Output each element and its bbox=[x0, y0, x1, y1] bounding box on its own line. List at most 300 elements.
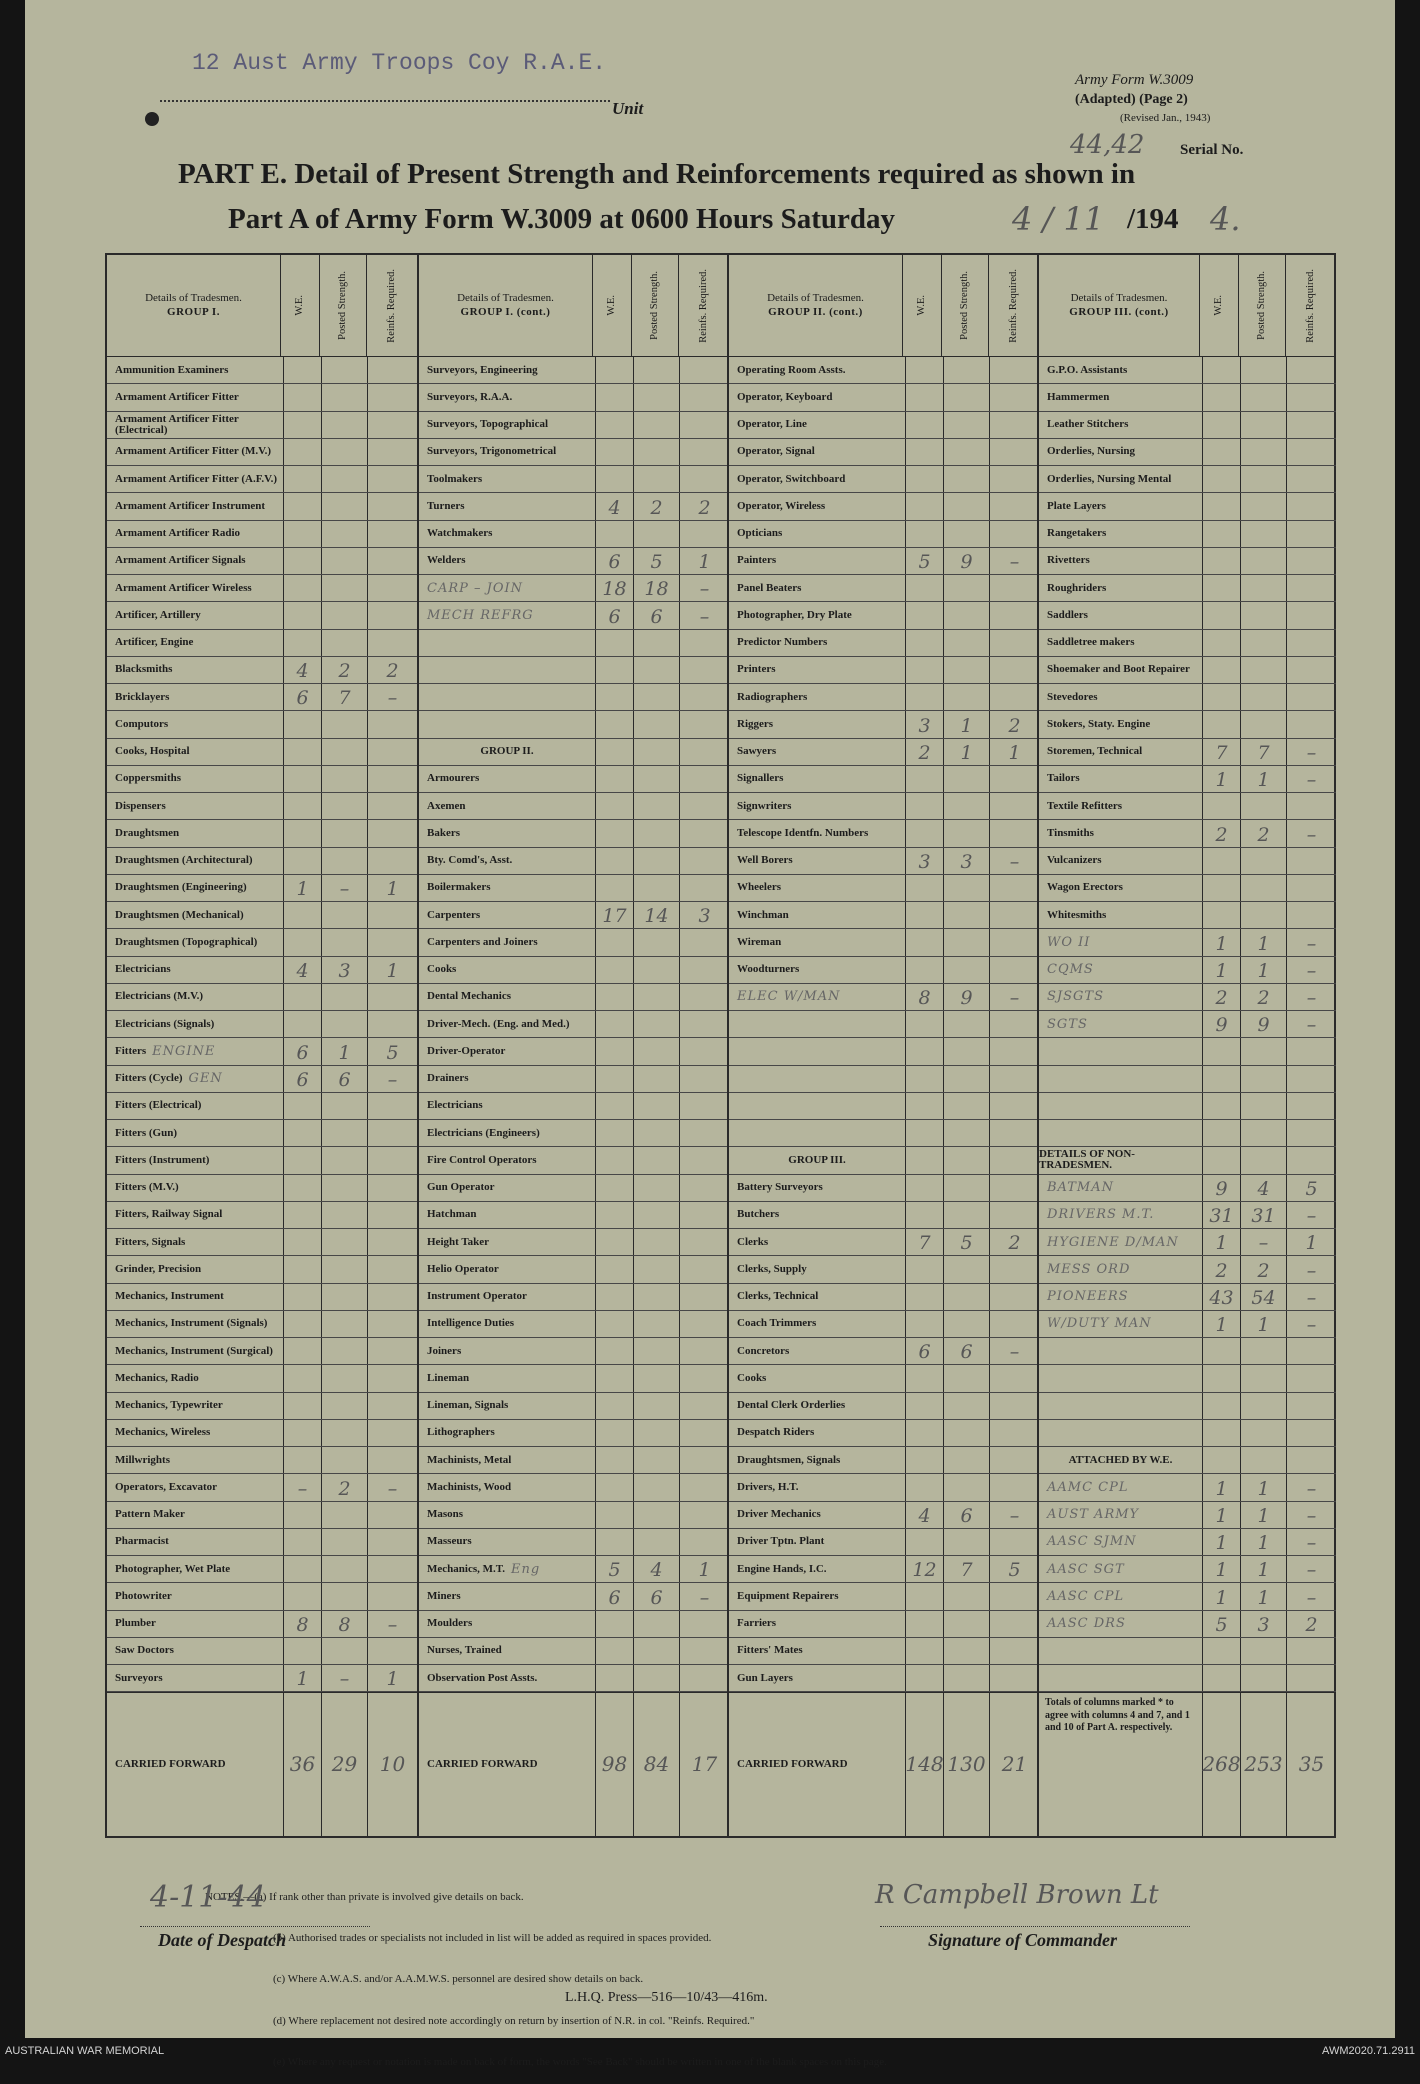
reinfs-value bbox=[989, 1365, 1039, 1391]
trade-label bbox=[729, 684, 905, 710]
serial-value: 44,42 bbox=[1070, 130, 1145, 160]
trade-label bbox=[107, 548, 283, 574]
reinfs-value bbox=[679, 1638, 729, 1664]
reinfs-value: – bbox=[989, 984, 1039, 1010]
trade-name: Armament Artificer Signals bbox=[115, 554, 246, 567]
carried-forward-row bbox=[729, 1692, 1039, 1836]
trade-name: Pattern Maker bbox=[115, 1508, 185, 1521]
table-row bbox=[107, 739, 417, 766]
carried-value: 17 bbox=[679, 1693, 729, 1836]
trade-label bbox=[419, 1638, 595, 1664]
table-row bbox=[729, 357, 1039, 384]
table-row bbox=[419, 1393, 729, 1420]
trade-name: Surveyors bbox=[115, 1671, 163, 1684]
trade-name: Fitters (Cycle) bbox=[115, 1072, 183, 1085]
reinfs-value bbox=[367, 357, 417, 383]
trade-label bbox=[419, 602, 595, 628]
reinfs-value bbox=[679, 412, 729, 438]
we-value bbox=[1202, 602, 1240, 628]
reinfs-value bbox=[367, 1256, 417, 1282]
trade-name: Fitters, Signals bbox=[115, 1235, 186, 1248]
despatch-date-label: Date of Despatch bbox=[158, 1930, 286, 1950]
reinfs-value bbox=[367, 602, 417, 628]
table-row bbox=[107, 357, 417, 384]
table-row bbox=[1039, 1338, 1336, 1365]
header-reinfs bbox=[366, 255, 417, 356]
reinfs-value bbox=[679, 521, 729, 547]
reinfs-value bbox=[679, 1120, 729, 1146]
posted-value bbox=[1240, 657, 1286, 683]
trade-label bbox=[419, 711, 595, 737]
posted-value: 3 bbox=[1240, 1611, 1286, 1637]
table-row bbox=[419, 657, 729, 684]
we-value bbox=[1202, 1338, 1240, 1364]
trade-label bbox=[107, 875, 283, 901]
table-row bbox=[107, 793, 417, 820]
posted-value bbox=[633, 521, 679, 547]
trade-name: Photographer, Dry Plate bbox=[737, 608, 852, 621]
table-row bbox=[419, 984, 729, 1011]
reinfs-value bbox=[1286, 657, 1336, 683]
reinfs-value: 1 bbox=[679, 548, 729, 574]
reinfs-value bbox=[367, 1311, 417, 1337]
trade-name: Armament Artificer Fitter bbox=[115, 390, 239, 403]
we-value: 1 bbox=[1202, 1529, 1240, 1555]
header-reinfs-label: Reinfs. Required. bbox=[1008, 268, 1020, 343]
trade-label bbox=[729, 412, 905, 438]
we-value bbox=[283, 902, 321, 928]
header-reinfs bbox=[1285, 255, 1336, 356]
we-value bbox=[1202, 902, 1240, 928]
table-row bbox=[419, 1474, 729, 1501]
posted-value bbox=[633, 657, 679, 683]
we-value: 6 bbox=[283, 1038, 321, 1064]
table-row bbox=[1039, 575, 1336, 602]
table-row bbox=[1039, 1365, 1336, 1392]
we-value bbox=[905, 875, 943, 901]
trade-name: Joiners bbox=[427, 1344, 462, 1357]
posted-value: 1 bbox=[321, 1038, 367, 1064]
reinfs-value bbox=[679, 1365, 729, 1391]
trade-label bbox=[107, 984, 283, 1010]
table-row bbox=[419, 739, 729, 766]
trade-label bbox=[1039, 1175, 1202, 1201]
we-value bbox=[595, 1093, 633, 1119]
posted-value bbox=[1240, 902, 1286, 928]
we-value bbox=[595, 1338, 633, 1364]
trade-label bbox=[419, 493, 595, 519]
we-value bbox=[595, 357, 633, 383]
table-row bbox=[107, 657, 417, 684]
we-value bbox=[595, 1229, 633, 1255]
trade-name: Electricians (Engineers) bbox=[427, 1126, 540, 1139]
trade-name: Saddlers bbox=[1047, 608, 1088, 621]
trade-label bbox=[107, 684, 283, 710]
trade-label bbox=[107, 1638, 283, 1664]
header-posted bbox=[631, 255, 678, 356]
trade-name: Height Taker bbox=[427, 1235, 490, 1248]
posted-value bbox=[1240, 793, 1286, 819]
we-value bbox=[283, 630, 321, 656]
we-value: 5 bbox=[1202, 1611, 1240, 1637]
we-value bbox=[283, 384, 321, 410]
posted-value: 1 bbox=[1240, 1311, 1286, 1337]
trade-label bbox=[1039, 957, 1202, 983]
we-value bbox=[905, 929, 943, 955]
we-value bbox=[595, 1447, 633, 1473]
table-row bbox=[419, 929, 729, 956]
reinfs-value bbox=[989, 1529, 1039, 1555]
header-details bbox=[107, 255, 280, 356]
table-row bbox=[1039, 1556, 1336, 1583]
trade-label bbox=[107, 1229, 283, 1255]
trade-label bbox=[419, 957, 595, 983]
reinfs-value: – bbox=[1286, 766, 1336, 792]
handwritten-trade: PIONEERS bbox=[1047, 1289, 1129, 1305]
table-row bbox=[107, 711, 417, 738]
table-row bbox=[729, 1338, 1039, 1365]
trade-label bbox=[729, 739, 905, 765]
we-value bbox=[905, 493, 943, 519]
table-row bbox=[729, 1311, 1039, 1338]
table-row bbox=[1039, 711, 1336, 738]
table-row bbox=[729, 711, 1039, 738]
table-row bbox=[729, 384, 1039, 411]
we-value bbox=[1202, 1093, 1240, 1119]
reinfs-value bbox=[367, 1147, 417, 1173]
reinfs-value bbox=[989, 820, 1039, 846]
table-row bbox=[419, 1529, 729, 1556]
trade-label bbox=[107, 1011, 283, 1037]
reinfs-value bbox=[1286, 357, 1336, 383]
header-we bbox=[1199, 255, 1238, 356]
posted-value: 6 bbox=[321, 1066, 367, 1092]
table-row bbox=[419, 1338, 729, 1365]
trade-label bbox=[1039, 630, 1202, 656]
reinfs-value bbox=[1286, 548, 1336, 574]
header-posted-label: Posted Strength. bbox=[337, 271, 349, 340]
trade-label bbox=[1039, 1665, 1202, 1691]
posted-value: 6 bbox=[633, 1583, 679, 1609]
trade-label bbox=[419, 657, 595, 683]
trade-label bbox=[729, 875, 905, 901]
posted-value: 1 bbox=[1240, 1474, 1286, 1500]
trade-name: Photographer, Wet Plate bbox=[115, 1562, 231, 1575]
reinfs-value bbox=[679, 357, 729, 383]
trade-name: Fitters (Instrument) bbox=[115, 1153, 210, 1166]
reinfs-value bbox=[367, 1447, 417, 1473]
posted-value bbox=[321, 1284, 367, 1310]
posted-value: 1 bbox=[1240, 1529, 1286, 1555]
reinfs-value: – bbox=[1286, 1502, 1336, 1528]
we-value bbox=[595, 1311, 633, 1337]
column-header bbox=[729, 255, 1039, 357]
trade-label bbox=[1039, 1502, 1202, 1528]
trade-label bbox=[419, 1611, 595, 1637]
trade-name: Nurses, Trained bbox=[427, 1644, 502, 1657]
posted-value bbox=[943, 1665, 989, 1691]
trade-label bbox=[1039, 1038, 1202, 1064]
posted-value bbox=[633, 1256, 679, 1282]
trade-label bbox=[729, 1175, 905, 1201]
trade-name: Butchers bbox=[737, 1208, 780, 1221]
we-value bbox=[595, 521, 633, 547]
table-row bbox=[107, 466, 417, 493]
we-value: 31 bbox=[1202, 1202, 1240, 1228]
we-value bbox=[283, 739, 321, 765]
trade-label bbox=[107, 1093, 283, 1119]
we-value: 6 bbox=[595, 548, 633, 574]
reinfs-value bbox=[1286, 493, 1336, 519]
trade-label bbox=[419, 1447, 595, 1473]
posted-value bbox=[633, 1229, 679, 1255]
posted-value: 3 bbox=[943, 848, 989, 874]
trade-name: Coach Trimmers bbox=[737, 1317, 817, 1330]
posted-value bbox=[321, 493, 367, 519]
we-value: 4 bbox=[595, 493, 633, 519]
reinfs-value bbox=[367, 575, 417, 601]
trade-name: Electricians (Signals) bbox=[115, 1017, 215, 1030]
trade-label bbox=[1039, 493, 1202, 519]
trade-name: Woodturners bbox=[737, 963, 800, 976]
we-value: 8 bbox=[283, 1611, 321, 1637]
trade-name: Orderlies, Nursing bbox=[1047, 445, 1135, 458]
we-value bbox=[1202, 1365, 1240, 1391]
we-value bbox=[283, 1311, 321, 1337]
trade-label bbox=[729, 1665, 905, 1691]
we-value bbox=[1202, 1447, 1240, 1473]
reinfs-value bbox=[989, 902, 1039, 928]
table-row bbox=[419, 902, 729, 929]
table-row bbox=[1039, 412, 1336, 439]
we-value bbox=[595, 439, 633, 465]
trade-name: Blacksmiths bbox=[115, 663, 173, 676]
reinfs-value bbox=[989, 1393, 1039, 1419]
reinfs-value bbox=[1286, 630, 1336, 656]
posted-value bbox=[633, 684, 679, 710]
table-row bbox=[107, 1611, 417, 1638]
trade-name: Dental Clerk Orderlies bbox=[737, 1399, 846, 1412]
table-row bbox=[419, 1011, 729, 1038]
reinfs-value bbox=[367, 1093, 417, 1119]
posted-value bbox=[1240, 1120, 1286, 1146]
posted-value bbox=[321, 848, 367, 874]
reinfs-value bbox=[679, 1229, 729, 1255]
reinfs-value: – bbox=[989, 1338, 1039, 1364]
trade-label bbox=[1039, 793, 1202, 819]
trade-name: Axemen bbox=[427, 799, 466, 812]
we-value bbox=[595, 1284, 633, 1310]
archive-credit: AUSTRALIAN WAR MEMORIAL bbox=[5, 2045, 165, 2057]
trade-label bbox=[1039, 548, 1202, 574]
posted-value bbox=[943, 521, 989, 547]
we-value bbox=[905, 575, 943, 601]
we-value bbox=[283, 439, 321, 465]
table-row bbox=[419, 684, 729, 711]
note-line: (b) Authorised trades or specialists not included in list will be added as required in spaces provided. bbox=[273, 1931, 712, 1944]
posted-value bbox=[633, 1393, 679, 1419]
table-row bbox=[1039, 1611, 1336, 1638]
trade-label bbox=[1039, 684, 1202, 710]
reinfs-value bbox=[989, 412, 1039, 438]
trade-name: GROUP II. bbox=[480, 745, 534, 758]
posted-value bbox=[943, 1038, 989, 1064]
reinfs-value bbox=[989, 630, 1039, 656]
table-row bbox=[729, 1229, 1039, 1256]
posted-value: 9 bbox=[943, 984, 989, 1010]
we-value bbox=[283, 1502, 321, 1528]
table-row bbox=[419, 1147, 729, 1174]
reinfs-value bbox=[1286, 848, 1336, 874]
group-heading: GROUP II. (cont.) bbox=[768, 305, 863, 318]
trade-name: Fitters (M.V.) bbox=[115, 1181, 179, 1194]
posted-value bbox=[1240, 548, 1286, 574]
posted-value bbox=[633, 630, 679, 656]
table-row bbox=[107, 493, 417, 520]
reinfs-value bbox=[679, 793, 729, 819]
reinfs-value: 2 bbox=[367, 657, 417, 683]
handwritten-trade: ELEC W/MAN bbox=[737, 989, 841, 1005]
trade-name: Printers bbox=[737, 663, 776, 676]
we-value bbox=[283, 412, 321, 438]
carried-forward-label: Totals of columns marked * to agree with columns 4 and 7, and 1 and 10 of Part A. respectively. bbox=[1045, 1697, 1190, 1734]
posted-value bbox=[1240, 711, 1286, 737]
posted-value bbox=[321, 1556, 367, 1582]
trade-name: Fitters (Gun) bbox=[115, 1126, 178, 1139]
posted-value bbox=[321, 1393, 367, 1419]
trade-label bbox=[419, 1583, 595, 1609]
posted-value bbox=[943, 793, 989, 819]
reinfs-value: 2 bbox=[989, 1229, 1039, 1255]
trade-label bbox=[729, 1611, 905, 1637]
table-row bbox=[729, 984, 1039, 1011]
trade-label bbox=[1039, 848, 1202, 874]
trade-label bbox=[1039, 1256, 1202, 1282]
trade-label bbox=[107, 929, 283, 955]
reinfs-value bbox=[367, 439, 417, 465]
table-row bbox=[419, 820, 729, 847]
header-we bbox=[902, 255, 941, 356]
reinfs-value bbox=[679, 1066, 729, 1092]
reinfs-value bbox=[989, 1175, 1039, 1201]
table-row bbox=[729, 1529, 1039, 1556]
trade-label bbox=[1039, 1365, 1202, 1391]
reinfs-value: 2 bbox=[1286, 1611, 1336, 1637]
trade-label bbox=[107, 1611, 283, 1637]
trade-name: Ammunition Examiners bbox=[115, 363, 229, 376]
reinfs-value bbox=[1286, 1365, 1336, 1391]
we-value: 4 bbox=[283, 957, 321, 983]
posted-value bbox=[1240, 1147, 1286, 1173]
header-details-label: Details of Tradesmen. bbox=[767, 291, 864, 304]
trade-label bbox=[1039, 1474, 1202, 1500]
reinfs-value bbox=[989, 766, 1039, 792]
carried-value: 148 bbox=[905, 1693, 943, 1836]
reinfs-value bbox=[367, 1638, 417, 1664]
reinfs-value: 1 bbox=[367, 957, 417, 983]
we-value bbox=[905, 1529, 943, 1555]
trade-name: Lineman bbox=[427, 1371, 470, 1384]
we-value bbox=[595, 1420, 633, 1446]
reinfs-value bbox=[679, 984, 729, 1010]
trade-label bbox=[1039, 1066, 1202, 1092]
table-row bbox=[419, 1420, 729, 1447]
trade-label bbox=[729, 1447, 905, 1473]
we-value bbox=[595, 466, 633, 492]
posted-value: 6 bbox=[943, 1502, 989, 1528]
reinfs-value bbox=[679, 739, 729, 765]
trade-name: G.P.O. Assistants bbox=[1047, 363, 1128, 376]
we-value bbox=[283, 602, 321, 628]
trade-name: Operator, Wireless bbox=[737, 499, 826, 512]
we-value bbox=[595, 1066, 633, 1092]
title-line-2: Part A of Army Form W.3009 at 0600 Hours Saturday bbox=[228, 203, 895, 235]
table-row bbox=[729, 929, 1039, 956]
handwritten-trade: AASC CPL bbox=[1047, 1588, 1125, 1604]
trade-label bbox=[729, 902, 905, 928]
trade-name: Grinder, Precision bbox=[115, 1262, 202, 1275]
carried-forward-row bbox=[1039, 1692, 1336, 1836]
reinfs-value bbox=[989, 957, 1039, 983]
we-value bbox=[283, 521, 321, 547]
posted-value bbox=[321, 1229, 367, 1255]
trade-label bbox=[1039, 1202, 1202, 1228]
table-row bbox=[729, 1583, 1039, 1610]
note-line: NOTES.—(a) If rank other than private is involved give details on back. bbox=[205, 1890, 524, 1903]
reinfs-value bbox=[367, 412, 417, 438]
carried-forward-label: CARRIED FORWARD bbox=[737, 1758, 848, 1771]
trade-name: Rangetakers bbox=[1047, 527, 1107, 540]
reinfs-value bbox=[1286, 1066, 1336, 1092]
trade-label bbox=[107, 1066, 283, 1092]
trade-label bbox=[107, 739, 283, 765]
table-row bbox=[729, 575, 1039, 602]
posted-value: 2 bbox=[1240, 984, 1286, 1010]
posted-value bbox=[633, 793, 679, 819]
table-row bbox=[1039, 1256, 1336, 1283]
posted-value bbox=[321, 1529, 367, 1555]
we-value bbox=[1202, 684, 1240, 710]
we-value bbox=[1202, 521, 1240, 547]
table-row bbox=[419, 1066, 729, 1093]
posted-value bbox=[633, 1011, 679, 1037]
trade-label bbox=[729, 793, 905, 819]
table-row bbox=[729, 1611, 1039, 1638]
table-row bbox=[729, 1066, 1039, 1093]
trade-name: Wagon Erectors bbox=[1047, 881, 1123, 894]
we-value: 1 bbox=[283, 1665, 321, 1691]
reinfs-value bbox=[679, 657, 729, 683]
trade-label bbox=[729, 1583, 905, 1609]
trade-label bbox=[419, 1420, 595, 1446]
trade-label bbox=[107, 1147, 283, 1173]
posted-value bbox=[943, 929, 989, 955]
reinfs-value bbox=[367, 929, 417, 955]
trade-name: Signwriters bbox=[737, 799, 792, 812]
posted-value: 1 bbox=[1240, 1502, 1286, 1528]
trade-name: Painters bbox=[737, 554, 777, 567]
posted-value bbox=[321, 1093, 367, 1119]
handwritten-trade: ENGINE bbox=[152, 1043, 216, 1059]
posted-value bbox=[943, 1011, 989, 1037]
we-value: 1 bbox=[1202, 957, 1240, 983]
we-value bbox=[595, 1147, 633, 1173]
table-row bbox=[419, 711, 729, 738]
posted-value bbox=[1240, 1393, 1286, 1419]
reinfs-value bbox=[679, 820, 729, 846]
posted-value bbox=[321, 1311, 367, 1337]
we-value: 6 bbox=[283, 684, 321, 710]
